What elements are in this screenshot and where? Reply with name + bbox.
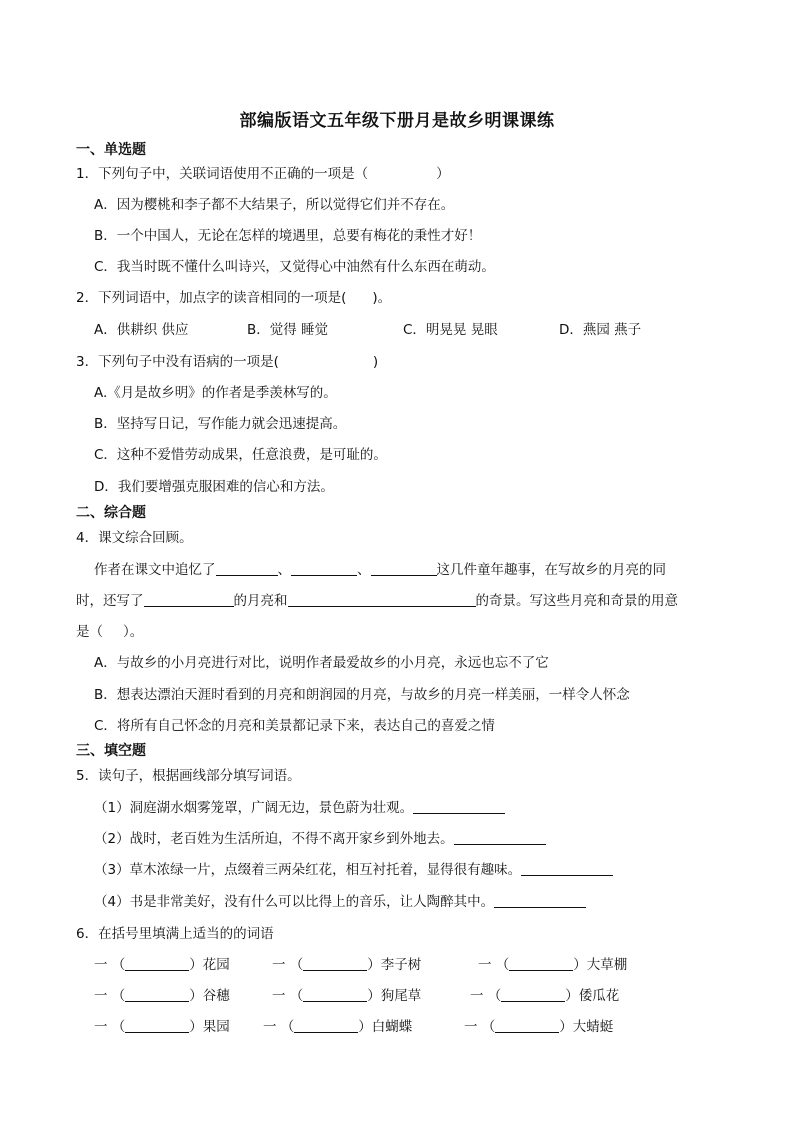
fill-blank[interactable] xyxy=(371,561,437,576)
section-heading-fill-in: 三、填空题 xyxy=(76,743,146,759)
question-3-option-c: C．这种不爱惜劳动成果，任意浪费，是可耻的。 xyxy=(94,447,387,463)
question-4-option-a: A．与故乡的小月亮进行对比，说明作者最爱故乡的小月亮，永远也忘不了它 xyxy=(94,655,549,671)
question-2-option-c: C．明晃晃 晃眼 xyxy=(403,322,498,338)
question-1-stem: 1．下列句子中，关联词语使用不正确的一项是（ ） xyxy=(76,166,450,182)
fill-blank[interactable] xyxy=(509,956,573,971)
question-2-option-d: D．燕园 燕子 xyxy=(559,322,642,338)
question-6-cell: 一 （ ）白蝴蝶 xyxy=(263,1019,413,1035)
question-3-option-a: A.《月是故乡明》的作者是季羡林写的。 xyxy=(94,385,337,401)
fill-blank[interactable] xyxy=(454,830,546,845)
question-4-paragraph-line-2: 时，还写了 的月亮和 的奇景。写这些月亮和奇景的用意 xyxy=(76,593,678,609)
question-5-item-1: （1）洞庭湖水烟雾笼罩，广阔无边，景色蔚为壮观。 xyxy=(94,798,505,818)
fill-blank[interactable] xyxy=(303,956,367,971)
fill-blank[interactable] xyxy=(501,987,565,1002)
question-6-cell: 一 （ ）果园 xyxy=(94,1019,230,1035)
question-4-option-c: C．将所有自己怀念的月亮和美景都记录下来，表达自己的喜爱之情 xyxy=(94,718,495,734)
question-3-stem: 3．下列句子中没有语病的一项是( ) xyxy=(76,354,379,370)
question-6-cell: 一 （ ）倭瓜花 xyxy=(470,988,620,1004)
question-6-cell: 一 （ ）李子树 xyxy=(272,957,422,973)
question-3-option-d: D．我们要增强克服困难的信心和方法。 xyxy=(94,479,334,495)
question-5-item-3: （3）草木浓绿一片，点缀着三两朵红花，相互衬托着，显得很有趣味。 xyxy=(94,860,613,880)
fill-blank[interactable] xyxy=(413,799,505,814)
question-6-cell: 一 （ ）谷穗 xyxy=(94,988,230,1004)
fill-blank[interactable] xyxy=(144,592,234,607)
question-5-item-2: （2）战时，老百姓为生活所迫，不得不离开家乡到外地去。 xyxy=(94,829,546,849)
fill-blank[interactable] xyxy=(125,1018,189,1033)
section-heading-single-choice: 一、单选题 xyxy=(76,142,146,158)
question-6-cell: 一 （ ）大草棚 xyxy=(478,957,628,973)
question-2-option-b: B．觉得 睡觉 xyxy=(247,322,329,338)
question-6-cell: 一 （ ）狗尾草 xyxy=(272,988,422,1004)
question-5-item-4: （4）书是非常美好，没有什么可以比得上的音乐，让人陶醉其中。 xyxy=(94,892,586,912)
question-1-option-c: C．我当时既不懂什么叫诗兴，又觉得心中油然有什么东西在萌动。 xyxy=(94,259,495,275)
fill-blank[interactable] xyxy=(294,1018,358,1033)
fill-blank[interactable] xyxy=(494,893,586,908)
question-1-option-a: A．因为樱桃和李子都不大结果子，所以觉得它们并不存在。 xyxy=(94,197,455,213)
question-4-option-b: B．想表达漂泊天涯时看到的月亮和朗润园的月亮，与故乡的月亮一样美丽，一样令人怀念 xyxy=(94,687,630,703)
question-4-stem: 4．课文综合回顾。 xyxy=(76,530,193,546)
question-5-stem: 5．读句子，根据画线部分填写词语。 xyxy=(76,768,301,784)
question-3-option-b: B．坚持写日记，写作能力就会迅速提高。 xyxy=(94,416,347,432)
fill-blank[interactable] xyxy=(125,987,189,1002)
fill-blank[interactable] xyxy=(303,987,367,1002)
page-title: 部编版语文五年级下册月是故乡明课课练 xyxy=(239,111,555,131)
fill-blank[interactable] xyxy=(216,561,278,576)
question-2-stem: 2．下列词语中，加点字的读音相同的一项是( )。 xyxy=(76,290,392,306)
question-6-cell: 一 （ ）花园 xyxy=(94,957,230,973)
fill-blank[interactable] xyxy=(288,592,476,607)
question-1-option-b: B．一个中国人，无论在怎样的境遇里，总要有梅花的秉性才好！ xyxy=(94,228,482,244)
section-heading-comprehensive: 二、综合题 xyxy=(76,505,146,521)
question-2-option-a: A．供耕织 供应 xyxy=(94,322,189,338)
question-4-paragraph-line-3: 是（ ）。 xyxy=(76,624,144,640)
fill-blank[interactable] xyxy=(291,561,357,576)
fill-blank[interactable] xyxy=(495,1018,559,1033)
question-6-stem: 6．在括号里填满上适当的的词语 xyxy=(76,926,274,942)
question-4-paragraph-line-1: 作者在课文中追忆了 、 、 这几件童年趣事，在写故乡的月亮的同 xyxy=(94,562,666,578)
fill-blank[interactable] xyxy=(125,956,189,971)
question-6-cell: 一 （ ）大蜻蜓 xyxy=(464,1019,614,1035)
fill-blank[interactable] xyxy=(521,861,613,876)
